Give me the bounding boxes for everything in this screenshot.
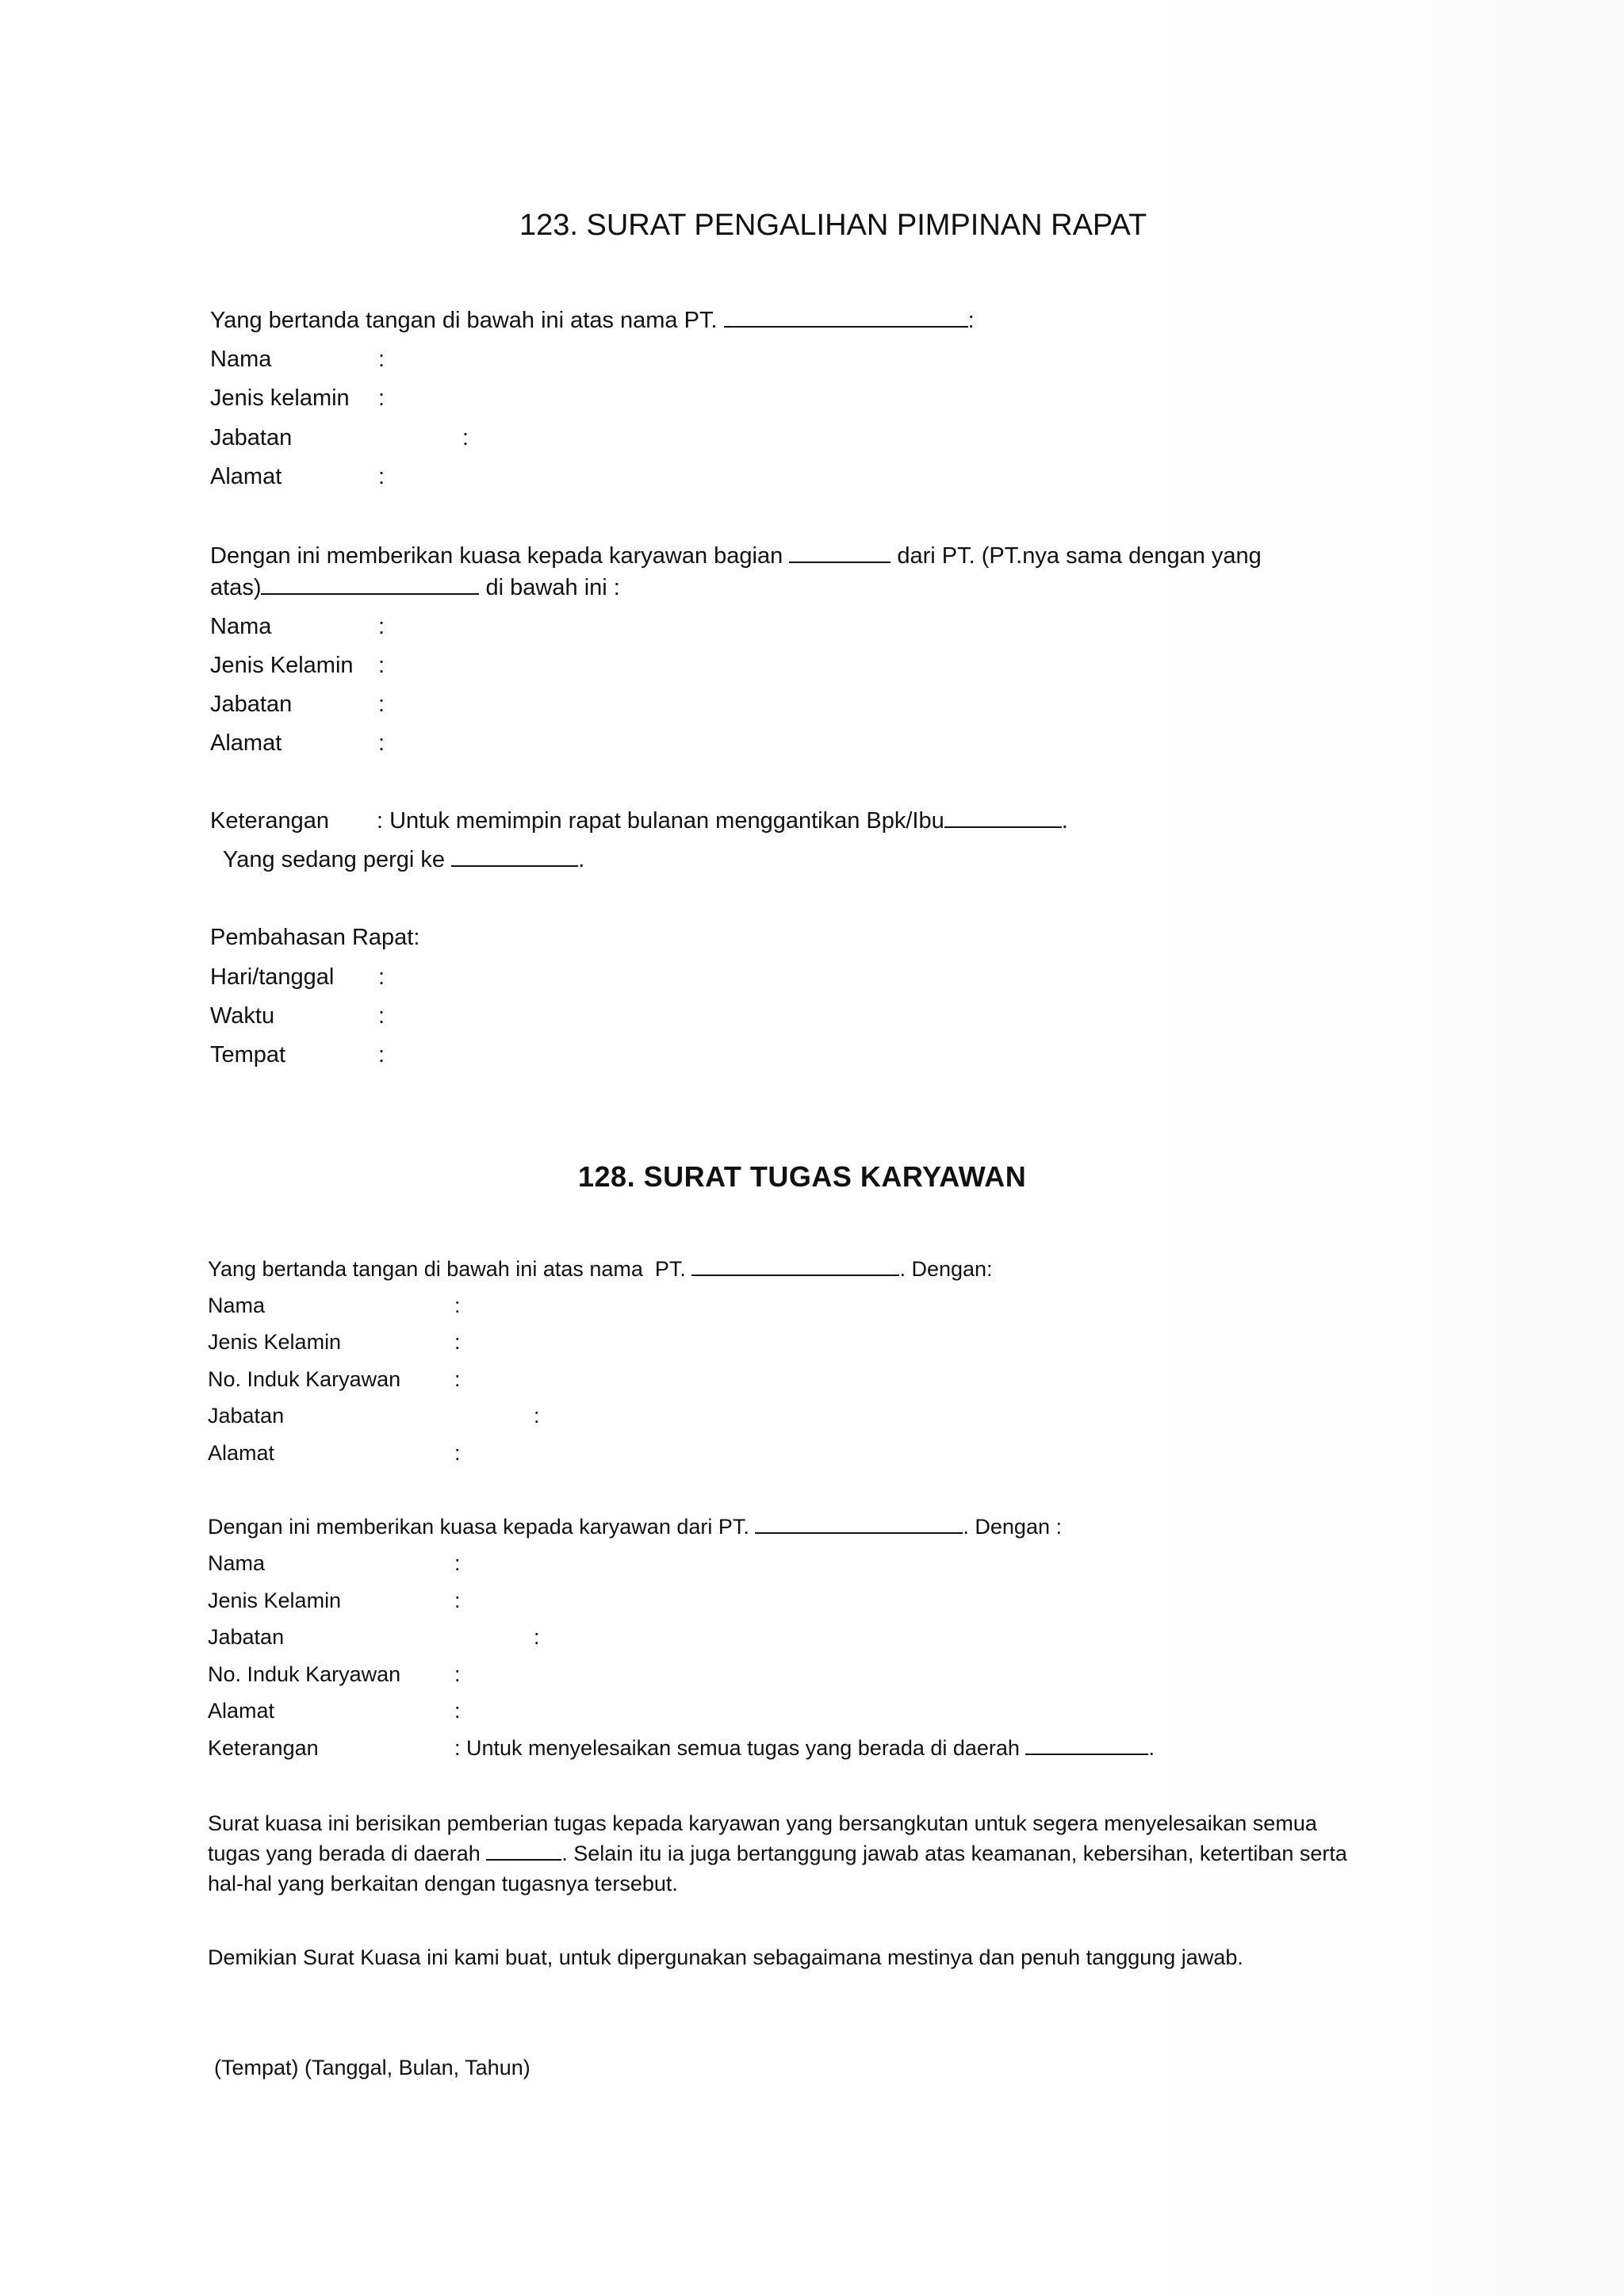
keterangan-end: . — [1061, 808, 1068, 834]
letter1-intro-end: : — [967, 308, 975, 333]
destination-blank — [451, 864, 578, 867]
field-label: Jenis Kelamin — [208, 1330, 342, 1354]
department-blank — [789, 561, 891, 563]
field-label: Jenis Kelamin — [210, 653, 354, 678]
letter1-title: 123. SURAT PENGALIHAN PIMPINAN RAPAT — [519, 209, 1147, 242]
kuasa-line-1 — [210, 545, 1262, 568]
keterangan-text: : Untuk memimpin rapat bulanan menggantikan Bpk/Ibu — [377, 808, 944, 834]
field-separator: : — [378, 1042, 385, 1068]
letter2-intro-end: . Dengan: — [899, 1257, 993, 1281]
field-label: No. Induk Karyawan — [208, 1662, 401, 1686]
kuasa-text: atas) — [210, 575, 262, 600]
pergi-text: Yang sedang pergi ke — [223, 847, 446, 872]
field-label: Hari/tanggal — [210, 964, 335, 990]
company-blank — [691, 1274, 899, 1276]
keterangan-line — [454, 1738, 1155, 1759]
field-label: Alamat — [210, 730, 282, 756]
field-separator: : — [378, 385, 385, 411]
name-blank — [944, 826, 1062, 828]
kuasa-line-2 — [210, 577, 620, 600]
field-label: Jabatan — [208, 1404, 285, 1428]
pergi-line — [223, 849, 584, 872]
pergi-end: . — [578, 847, 585, 872]
field-separator: : — [454, 1589, 461, 1612]
field-label: Nama — [208, 1551, 266, 1575]
field-label: Jenis kelamin — [210, 385, 350, 411]
body-line-2 — [208, 1843, 1347, 1865]
keterangan-line — [377, 810, 1068, 833]
body-line-3: hal-hal yang berkaitan dengan tugasnya tersebut. — [208, 1872, 678, 1895]
kuasa-text: Dengan ini memberikan kuasa kepada karyawan dari PT. — [208, 1515, 749, 1539]
closing-text: Demikian Surat Kuasa ini kami buat, untuk dipergunakan sebagaimana mestinya dan penuh tanggung jawab. — [208, 1945, 1243, 1969]
field-separator: : — [454, 1367, 461, 1391]
field-label: Jabatan — [210, 425, 293, 450]
field-separator: : — [454, 1699, 461, 1723]
pembahasan-heading: Pembahasan Rapat: — [210, 925, 420, 950]
keterangan-end: . — [1148, 1736, 1155, 1760]
field-separator: : — [378, 1003, 385, 1029]
company-blank — [261, 592, 479, 595]
field-label: Jenis Kelamin — [208, 1589, 342, 1612]
field-separator: : — [378, 464, 385, 489]
letter2-intro-text: Yang bertanda tangan di bawah ini atas nama PT. — [208, 1257, 686, 1281]
letter2-title: 128. SURAT TUGAS KARYAWAN — [578, 1160, 1027, 1193]
company-blank — [755, 1531, 963, 1534]
field-separator: : — [454, 1551, 461, 1575]
body-text: tugas yang berada di daerah — [208, 1842, 481, 1865]
place-date: (Tempat) (Tanggal, Bulan, Tahun) — [214, 2056, 530, 2079]
field-separator: : — [534, 1404, 540, 1428]
field-separator: : — [378, 692, 385, 717]
field-separator: : — [454, 1662, 461, 1686]
field-separator: : — [462, 425, 469, 450]
letter2-kuasa — [208, 1516, 1062, 1538]
field-label: Waktu — [210, 1003, 275, 1029]
field-label: Alamat — [210, 464, 282, 489]
field-label: No. Induk Karyawan — [208, 1367, 401, 1391]
kuasa-text: di bawah ini : — [485, 575, 620, 600]
field-separator: : — [378, 614, 385, 639]
field-label: Nama — [210, 614, 272, 639]
kuasa-end: . Dengan : — [963, 1515, 1062, 1539]
letter1-intro — [210, 309, 975, 332]
field-label: Alamat — [208, 1441, 275, 1465]
field-label: Nama — [208, 1294, 266, 1317]
letter1-intro-text: Yang bertanda tangan di bawah ini atas nama PT. — [210, 308, 718, 333]
keterangan-label: Keterangan — [210, 808, 329, 834]
region-blank — [1025, 1753, 1148, 1755]
field-separator: : — [454, 1294, 461, 1317]
field-separator: : — [534, 1625, 540, 1649]
field-separator: : — [454, 1441, 461, 1465]
field-label: Nama — [210, 347, 272, 372]
region-blank — [486, 1858, 561, 1861]
field-label: Tempat — [210, 1042, 286, 1068]
keterangan-text: : Untuk menyelesaikan semua tugas yang berada di daerah — [454, 1736, 1020, 1760]
kuasa-text: Dengan ini memberikan kuasa kepada karyawan bagian — [210, 543, 783, 569]
body-line-1: Surat kuasa ini berisikan pemberian tugas kepada karyawan yang bersangkutan untuk segera menyelesaikan semua — [208, 1811, 1317, 1835]
field-separator: : — [378, 347, 385, 372]
field-label: Alamat — [208, 1699, 275, 1723]
field-label: Jabatan — [208, 1625, 285, 1649]
field-separator: : — [454, 1330, 461, 1354]
body-text: . Selain itu ia juga bertanggung jawab atas keamanan, kebersihan, ketertiban serta — [561, 1842, 1347, 1865]
field-label: Jabatan — [210, 692, 293, 717]
field-separator: : — [378, 730, 385, 756]
keterangan-label: Keterangan — [208, 1736, 319, 1760]
company-blank — [724, 325, 968, 328]
field-separator: : — [378, 653, 385, 678]
letter2-intro — [208, 1259, 993, 1280]
field-separator: : — [378, 964, 385, 990]
kuasa-text: dari PT. (PT.nya sama dengan yang — [897, 543, 1262, 569]
